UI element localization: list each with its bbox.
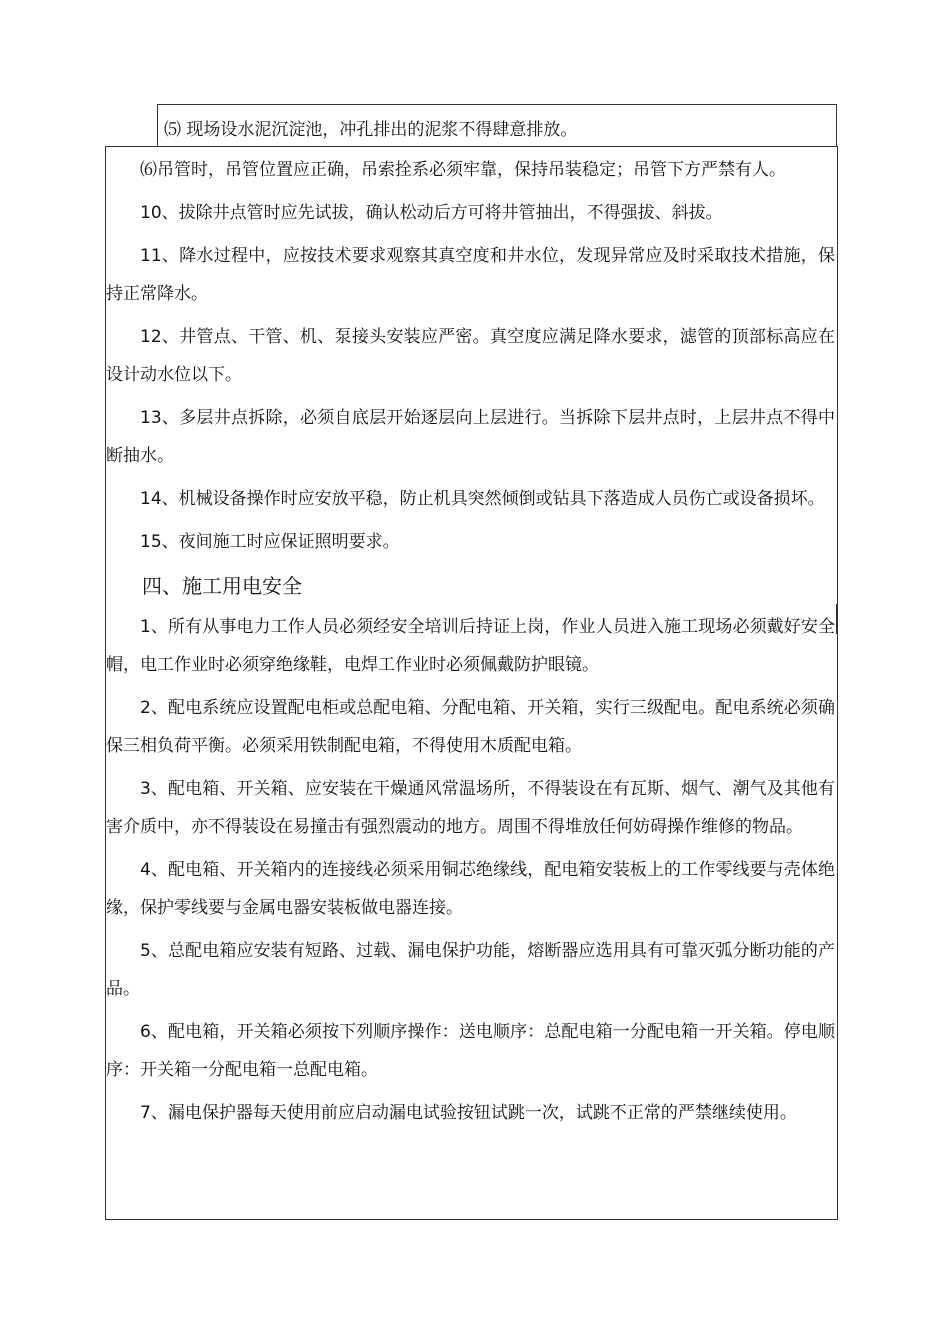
- paragraph-elec-1: 1、所有从事电力工作人员必须经安全培训后持证上岗，作业人员进入施工现场必须戴好安全帽，电工作业时必须穿绝缘鞋，电焊工作业时必须佩戴防护眼镜。: [106, 617, 835, 675]
- paragraph-elec-4: 4、配电箱、开关箱内的连接线必须采用铜芯绝缘线，配电箱安装板上的工作零线要与壳体绝缘，保护零线要与金属电器安装板做电器连接。: [106, 860, 835, 918]
- body-content: [106, 151, 837, 1137]
- paragraph-item-12: 12、井管点、干管、机、泵接头安装应严密。真空度应满足降水要求，滤管的顶部标高应在设计动水位以下。: [106, 327, 835, 385]
- paragraph-item-10: 10、拔除井点管时应先试拔，确认松动后方可将井管抽出，不得强拔、斜拔。: [140, 203, 723, 223]
- paragraph-item-6: ⑹吊管时，吊管位置应正确，吊索拴系必须牢靠，保持吊装稳定；吊管下方严禁有人。: [140, 160, 786, 180]
- paragraph-item-15: 15、夜间施工时应保证照明要求。: [140, 532, 400, 552]
- section-heading: 四、施工用电安全: [142, 574, 302, 598]
- paragraph-item-11: 11、降水过程中，应按技术要求观察其真空度和井水位，发现异常应及时采取技术措施，保持正常降水。: [106, 246, 835, 304]
- paragraph-elec-6: 6、配电箱，开关箱必须按下列顺序操作：送电顺序：总配电箱一分配电箱一开关箱。停电顺序：开关箱一分配电箱一总配电箱。: [106, 1022, 835, 1080]
- paragraph-item-14: 14、机械设备操作时应安放平稳，防止机具突然倾倒或钻具下落造成人员伤亡或设备损坏。: [140, 489, 825, 509]
- item-5-text: ⑸ 现场设水泥沉淀池，冲孔排出的泥浆不得肆意排放。: [164, 120, 578, 140]
- top-table-cell: [157, 104, 837, 146]
- paragraph-elec-3: 3、配电箱、开关箱、应安装在干燥通风常温场所，不得装设在有瓦斯、烟气、潮气及其他有害介质中，亦不得装设在易撞击有强烈震动的地方。周围不得堆放任何妨碍操作维修的物品。: [106, 779, 835, 837]
- paragraph-elec-2: 2、配电系统应设置配电柜或总配电箱、分配电箱、开关箱，实行三级配电。配电系统必须确保三相负荷平衡。必须采用铁制配电箱，不得使用木质配电箱。: [106, 698, 835, 756]
- paragraph-elec-5: 5、总配电箱应安装有短路、过载、漏电保护功能，熔断器应选用具有可靠灭弧分断功能的产品。: [106, 941, 835, 999]
- main-table-cell: [105, 146, 838, 1220]
- paragraph-elec-7: 7、漏电保护器每天使用前应启动漏电试验按钮试跳一次，试跳不正常的严禁继续使用。: [140, 1103, 797, 1123]
- paragraph-item-13: 13、多层井点拆除，必须自底层开始逐层向上层进行。当拆除下层井点时，上层井点不得中断抽水。: [106, 408, 835, 466]
